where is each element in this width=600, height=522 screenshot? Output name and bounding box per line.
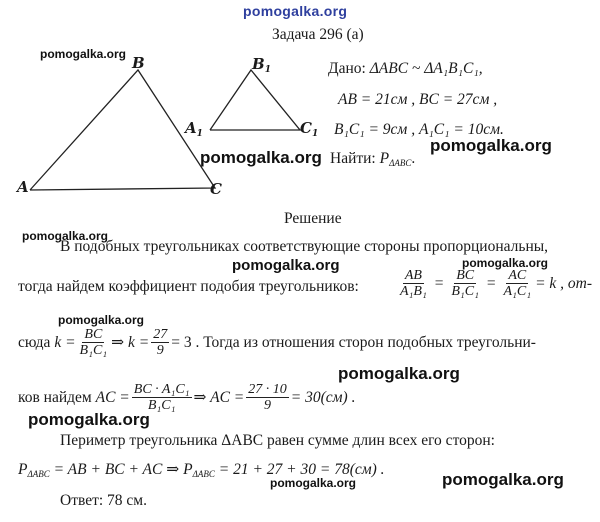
solution-p4-line1: Периметр треугольника ΔABC равен сумме длин всех его сторон: bbox=[60, 432, 495, 449]
watermark: pomogalka.org bbox=[338, 364, 460, 383]
given-line1: Дано: ΔABC ~ ΔA₁B₁C₁, bbox=[328, 60, 483, 77]
solution-p4-line2: $P_{\Delta ABC}$ = AB + BC + AC ⇒ $P_{\Delta ABC} = 21 + 27 + 30 = 78(см)$ . bbox=[18, 461, 385, 479]
problem-title: Задача 296 (а) bbox=[272, 26, 364, 43]
given-line2: AB = 21см , BC = 27см , bbox=[338, 91, 498, 108]
watermark: pomogalka.org bbox=[232, 257, 340, 274]
solution-p3: ков найдем AC = $\frac{\text{BC · A₁C₁}}{\text{B₁C₁}}$ ⇒ AC = $\frac{27 \cdot 10}{9}$ = 30(см) . bbox=[18, 382, 356, 413]
vertex-c: C bbox=[210, 180, 222, 198]
answer: Ответ: 78 см. bbox=[60, 492, 147, 509]
watermark: pomogalka.org bbox=[40, 47, 127, 61]
watermark: pomogalka.org bbox=[28, 410, 150, 429]
vertex-b1: $B_1$ bbox=[252, 55, 271, 75]
solution-p1-line2: тогда найдем коэффициент подобия треугольников: bbox=[18, 278, 359, 295]
watermark: pomogalka.org bbox=[22, 229, 109, 243]
given-line3: B₁C₁ = 9см , A₁C₁ = 10см. bbox=[334, 121, 504, 138]
watermark: pomogalka.org bbox=[442, 470, 564, 489]
solution-p2: сюда k = $\frac{BC}{\text{B₁C₁}}$ ⇒ k = $\frac{27}{9}$ = 3 . Тогда из отношения сторон подобных треугольни- bbox=[18, 327, 536, 358]
vertex-b: B bbox=[132, 54, 145, 72]
watermark: pomogalka.org bbox=[462, 256, 549, 270]
watermark: pomogalka.org bbox=[58, 313, 145, 327]
vertex-a: A bbox=[17, 178, 29, 196]
ratio-equation: $\frac{AB}{\text{A₁B₁}}$ = $\frac{BC}{\text{B₁C₁}}$ = $\frac{AC}{\text{A₁C₁}}$ = k , от- bbox=[400, 268, 593, 299]
triangle-a1b1c1 bbox=[210, 70, 300, 130]
watermark: pomogalka.org bbox=[270, 476, 357, 490]
vertex-a1: $A_1$ bbox=[185, 119, 203, 139]
vertex-c1: $C_1$ bbox=[300, 119, 319, 139]
watermark: pomogalka.org bbox=[430, 136, 552, 155]
watermark-top: pomogalka.org bbox=[243, 3, 348, 19]
watermark: pomogalka.org bbox=[200, 148, 322, 167]
find-line: Найти: $P_{\Delta ABC}$. bbox=[330, 150, 416, 168]
solution-p1-line1: В подобных треугольниках соответствующие стороны пропорциональны, bbox=[60, 238, 549, 255]
solution-heading: Решение bbox=[284, 210, 342, 227]
